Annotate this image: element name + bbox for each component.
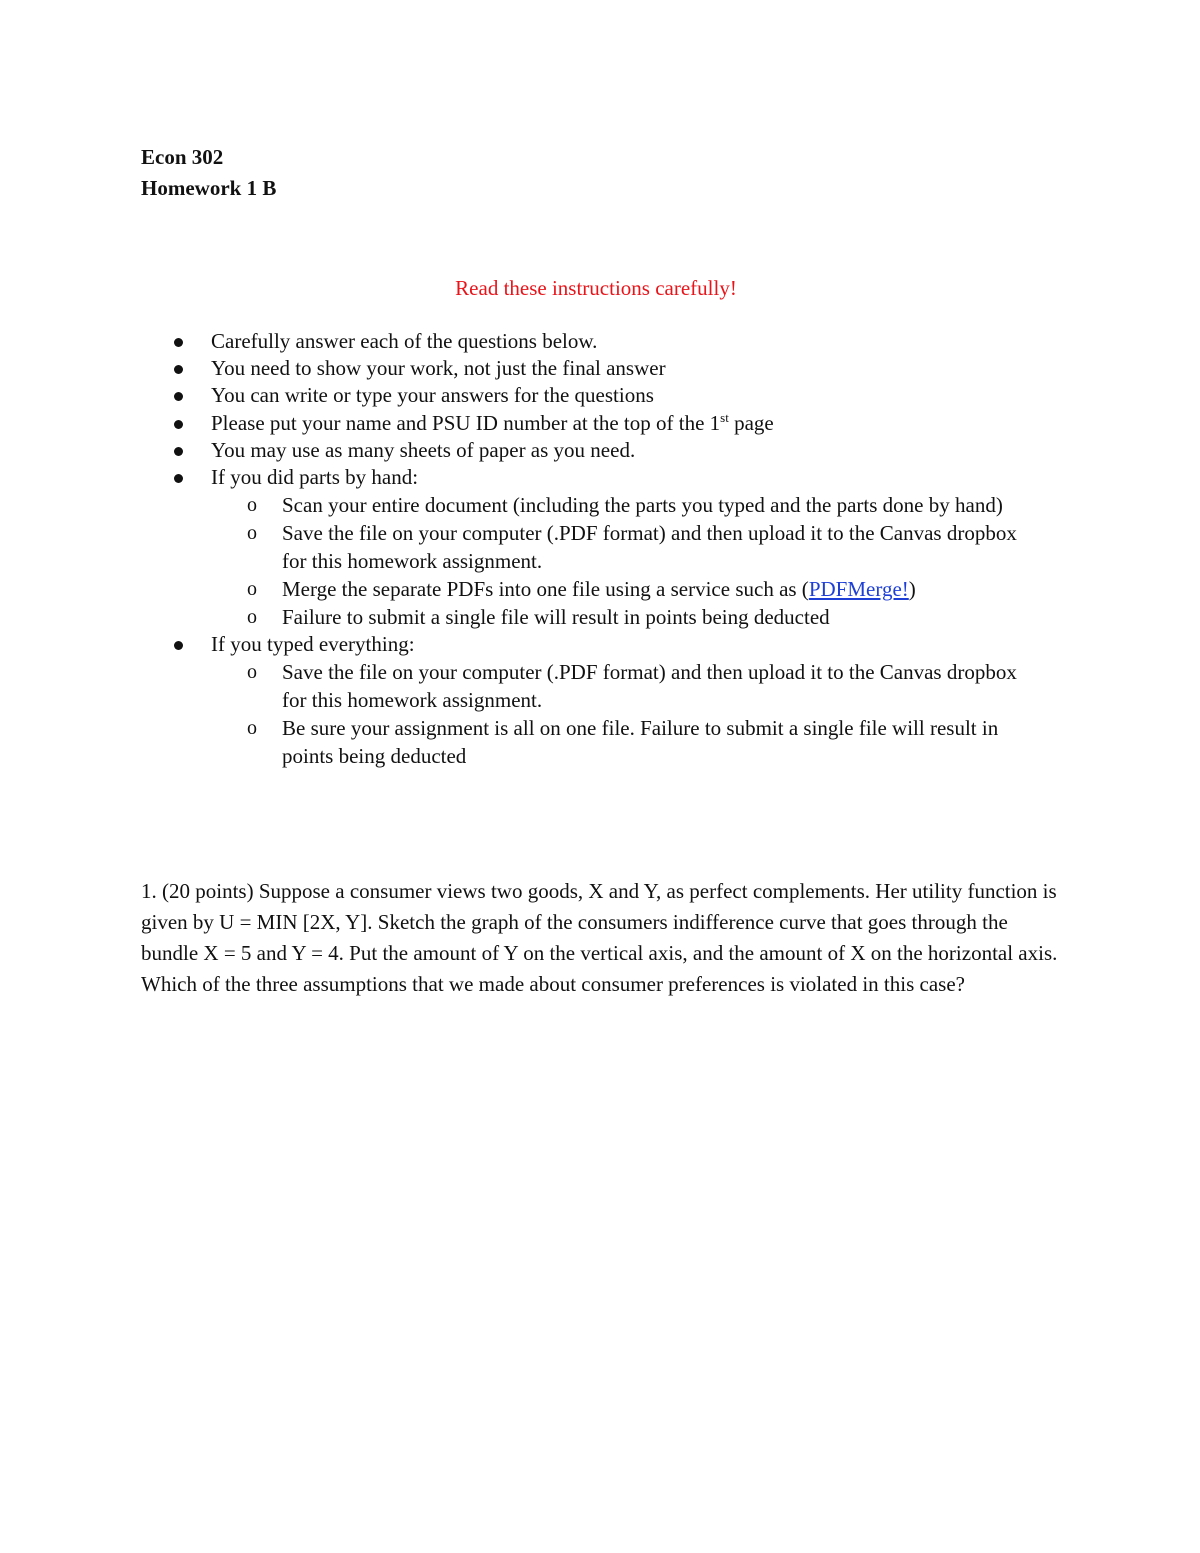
list-item [0, 631, 1051, 658]
bullet-icon [174, 392, 183, 401]
bullet-icon [174, 420, 183, 429]
list-item-text: Carefully answer each of the questions below. [211, 329, 598, 353]
sub-item-text: Merge the separate PDFs into one file using a service such as ( [282, 577, 809, 602]
sub-bullet-icon: o [247, 717, 257, 740]
list-item-text: If you typed everything: [211, 632, 415, 657]
list-item [0, 355, 1051, 382]
sub-item-text: Scan your entire document (including the parts you typed and the parts done by hand) [282, 493, 1003, 518]
sub-bullet-icon: o [247, 661, 257, 684]
sub-item-text: Save the file on your computer (.PDF format) and then upload it to the Canvas dropbox for this homework assignment. [282, 521, 1017, 574]
sub-list-item [0, 603, 1042, 631]
sub-list-item [0, 491, 1042, 519]
list-item-text: You may use as many sheets of paper as you need. [211, 437, 636, 462]
sub-bullet-icon: o [247, 606, 257, 629]
instructions-title: Read these instructions carefully! [455, 276, 737, 300]
list-item-text: You can write or type your answers for the questions [211, 383, 654, 408]
list-item-text: You need to show your work, not just the final answer [211, 356, 666, 381]
sub-bullet-icon: o [247, 522, 257, 545]
sub-item-text-end: ) [908, 577, 916, 602]
list-item [0, 437, 1051, 464]
sub-bullet-icon: o [247, 494, 257, 517]
list-item-text: If you did parts by hand: [211, 465, 419, 490]
instructions-list [0, 328, 1200, 770]
list-item-text-end: page [728, 410, 774, 435]
sub-list-item [0, 519, 1042, 575]
bullet-icon [174, 365, 183, 374]
sub-item-text: Failure to submit a single file will result in points being deducted [282, 605, 830, 630]
superscript: st [720, 409, 729, 425]
list-item [0, 410, 1051, 437]
course-title: Econ 302 [141, 145, 224, 169]
pdfmerge-link[interactable]: PDFMerge! [808, 577, 909, 602]
sub-list-item [0, 575, 1042, 603]
bullet-icon [174, 447, 183, 456]
bullet-icon [174, 338, 183, 347]
bullet-icon [174, 641, 183, 650]
sub-bullet-icon: o [247, 578, 257, 601]
sub-item-text: Be sure your assignment is all on one file. Failure to submit a single file will result in points being deducted [282, 716, 999, 769]
list-item [0, 328, 1051, 355]
sub-item-text: Save the file on your computer (.PDF format) and then upload it to the Canvas dropbox for this homework assignment. [282, 660, 1017, 713]
question-1: 1. (20 points) Suppose a consumer views two goods, X and Y, as perfect complements. Her utility function is given by U = MIN [2X, Y]. Sketch the graph of the consumers indifference curve that goes through the bundle X = 5 and Y = 4. Put the amount of Y on the vertical axis, and the amount of X on the horizontal axis. Which of the three assumptions that we made about consumer preferences is violated in this case? [141, 879, 1058, 996]
assignment-title: Homework 1 B [141, 176, 277, 200]
sub-list-item [0, 658, 1042, 714]
bullet-icon [174, 474, 183, 483]
sub-list-item [0, 714, 1042, 770]
list-item-text: Please put your name and PSU ID number at the top of the 1 [211, 410, 721, 435]
list-item [0, 464, 1051, 491]
list-item [0, 382, 1051, 409]
